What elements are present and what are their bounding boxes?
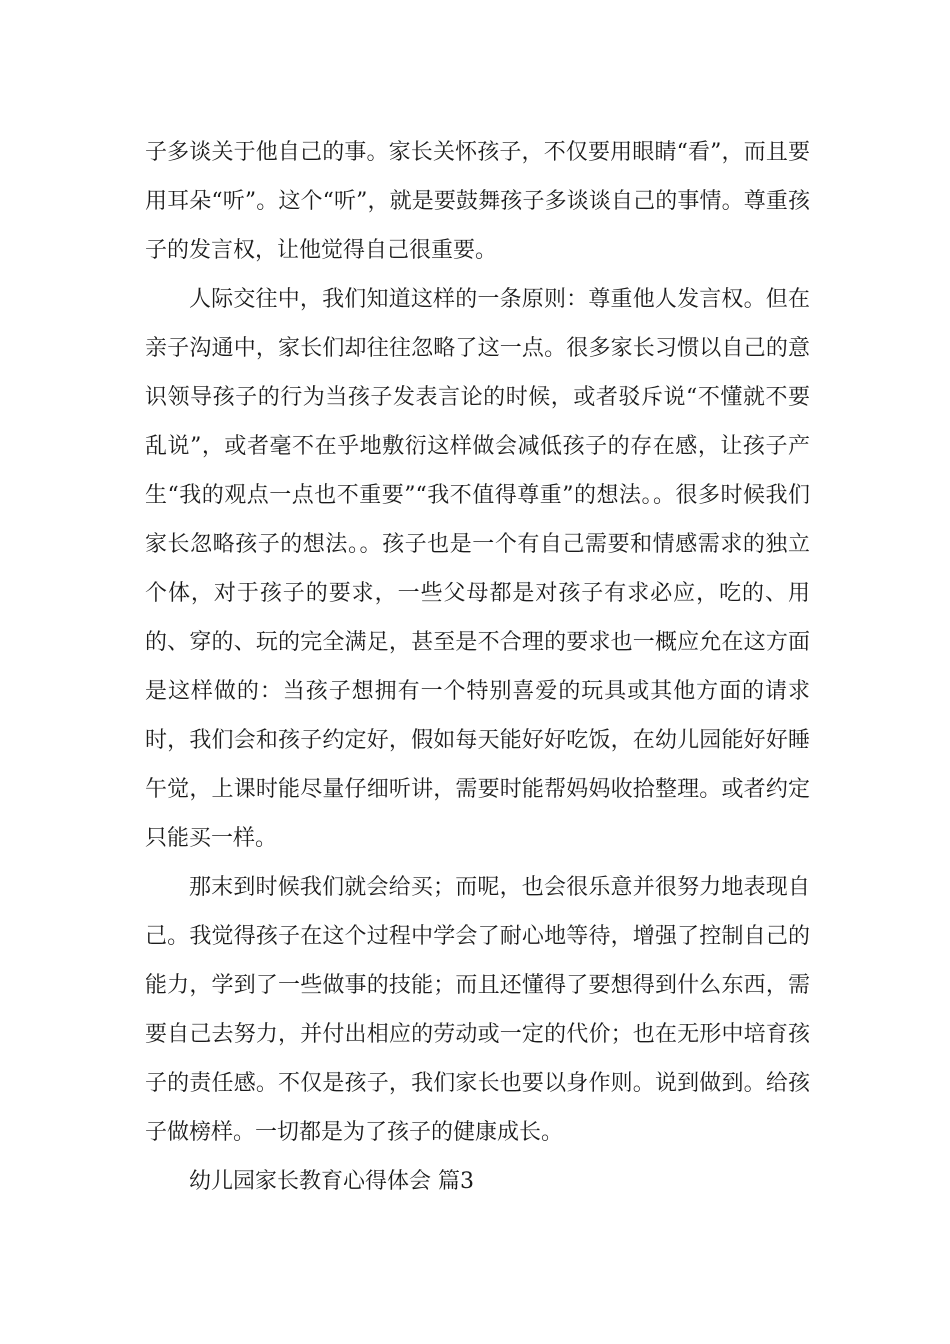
paragraph-communication: 人际交往中，我们知道这样的一条原则：尊重他人发言权。但在亲子沟通中，家长们却往往忽略了这一点。很多家长习惯以自己的意识领导孩子的行为当孩子发表言论的时候，或者驳斥说“不懂就不要乱说”，或者毫不在乎地敷衍这样做会减低孩子的存在感，让孩子产生“我的观点一点也不重要”“我不值得尊重”的想法。。很多时候我们家长忽略孩子的想法。。孩子也是一个有自己需要和情感需求的独立个体，对于孩子的要求，一些父母都是对孩子有求必应，吃的、用的、穿的、玩的完全满足，甚至是不合理的要求也一概应允在这方面是这样做的：当孩子想拥有一个特别喜爱的玩具或其他方面的请求时，我们会和孩子约定好，假如每天能好好吃饭，在幼儿园能好好睡午觉，上课时能尽量仔细听讲，需要时能帮妈妈收拾整理。或者约定只能买一样。 (145, 287, 810, 851)
paragraph-conclusion: 那末到时候我们就会给买；而呢，也会很乐意并很努力地表现自己。我觉得孩子在这个过程中学会了耐心地等待，增强了控制自己的能力，学到了一些做事的技能；而且还懂得了要想得到什么东西，需要自己去努力，并付出相应的劳动或一定的代价；也在无形中培育孩子的责任感。不仅是孩子，我们家长也要以身作则。说到做到。给孩子做榜样。一切都是为了孩子的健康成长。 (145, 875, 810, 1145)
paragraph-continuation: 子多谈关于他自己的事。家长关怀孩子，不仅要用眼睛“看”，而且要用耳朵“听”。这个“听”，就是要鼓舞孩子多谈谈自己的事情。尊重孩子的发言权，让他觉得自己很重要。 (145, 140, 810, 263)
section-heading: 幼儿园家长教育心得体会 篇3 (189, 1169, 474, 1194)
document-body (145, 128, 810, 1206)
